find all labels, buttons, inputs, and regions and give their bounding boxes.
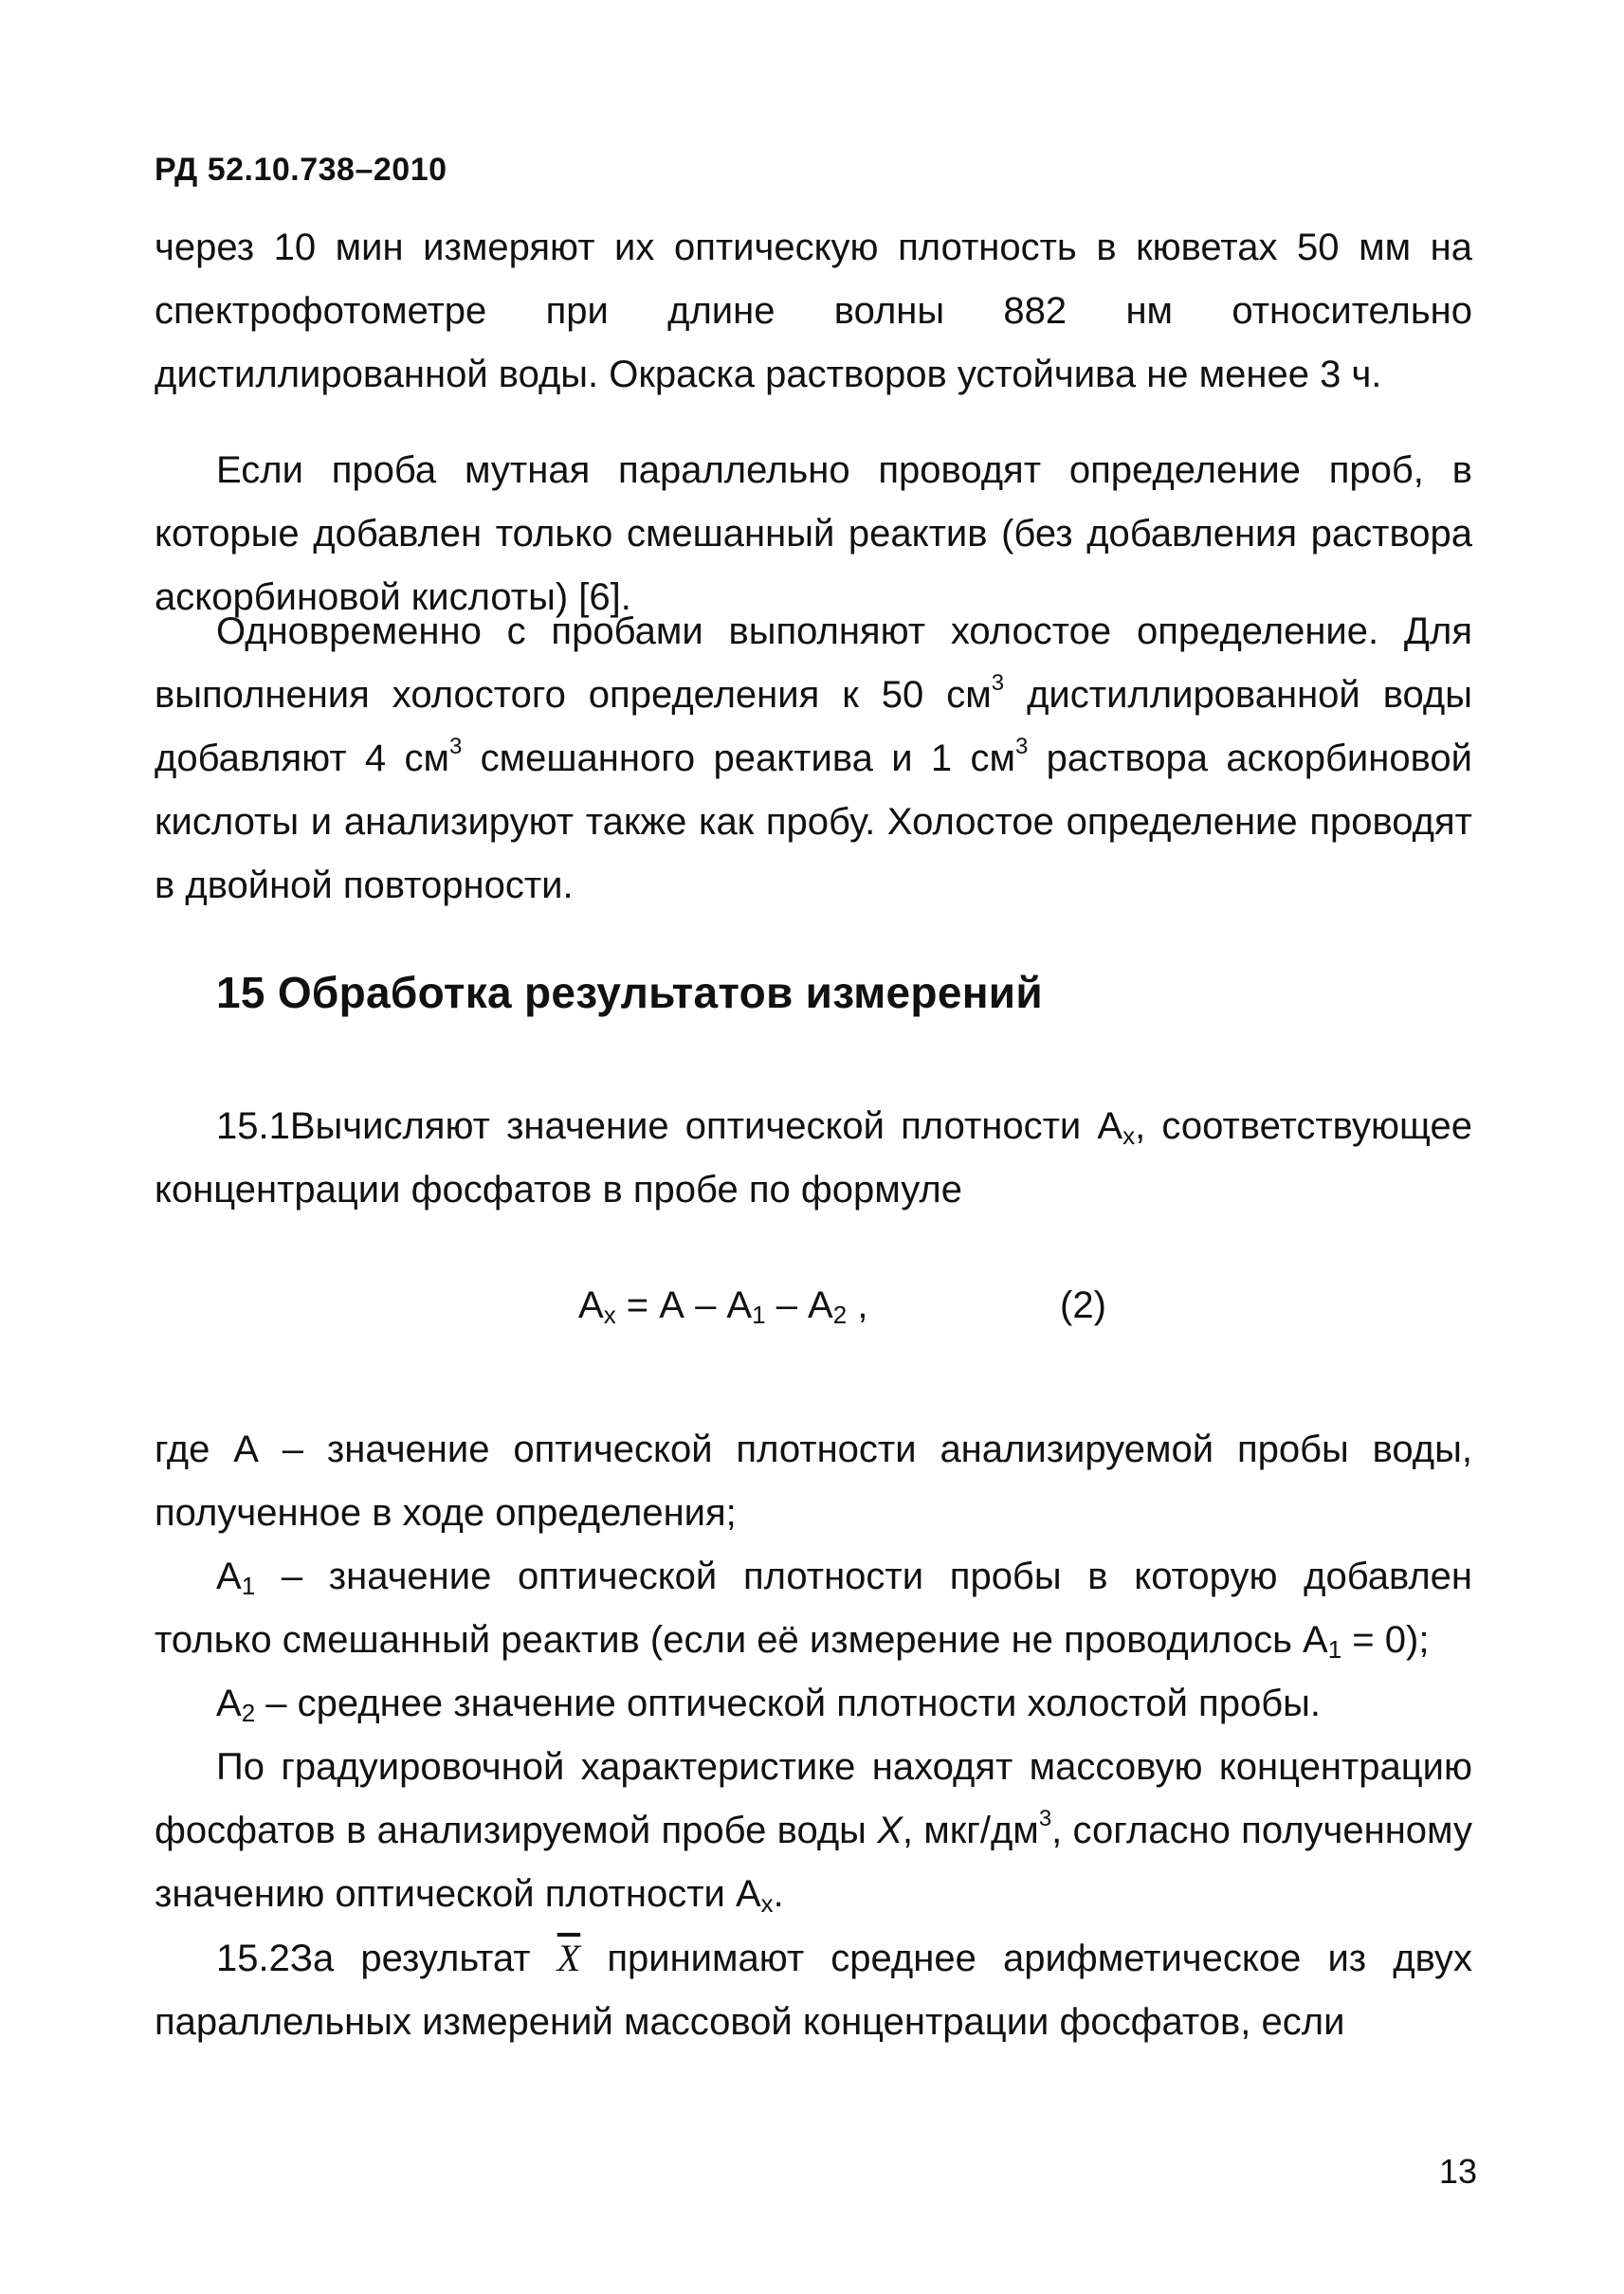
paragraph-calibration: По градуировочной характеристике находят массовую концентрацию фосфатов в анализируемой пробе воды X, мкг/$дм^3$, согласно полученному значению оптической плотности $А_х$. (155, 1746, 1472, 1918)
section-heading: 15 Обработка результатов измерений (216, 968, 1043, 1017)
page-number: 13 (1439, 2152, 1478, 2191)
paragraph-a2: $А_2$ – среднее значение оптической плотности холостой пробы. (216, 1683, 1321, 1727)
document-code: РД 52.10.738–2010 (155, 152, 447, 188)
paragraph-15-2: 15.2За результат $\overline{X}$ принимают среднее арифметическое из двух параллельных измерений массовой концентрации фосфатов, если (155, 1937, 1472, 2043)
paragraph-blank-determination: Одновременно с пробами выполняют холостое определение. Для выполнения холостого определения к 50 $см^3$ дистиллированной воды добавляют 4 $см^3$ смешанного реактива и 1 $см^3$ раствора аскорбиновой кислоты и анализируют также как пробу. Холостое определение проводят в двойной повторности. (155, 610, 1472, 906)
paragraph-15-1: 15.1Вычисляют значение оптической плотности $А_х$, соответствующее концентрации фосфатов в пробе по формуле (155, 1105, 1472, 1211)
formula: $А_х = А - А_1 - А_2$ , (578, 1284, 868, 1329)
paragraph-where: где А – значение оптической плотности анализируемой пробы воды, полученное в ходе определения; (155, 1429, 1472, 1534)
paragraph-turbid-sample: Если проба мутная параллельно проводят определение проб, в которые добавлен только смешанный реактив (без добавления раствора аскорбиновой кислоты) [6]. (155, 449, 1472, 618)
formula-number: (2) (1060, 1284, 1106, 1326)
paragraph-measurement: через 10 мин измеряют их оптическую плотность в кюветах 50 мм на спектрофотометре при длине волны 882 нм относительно дистиллированной воды. Окраска растворов устойчива не менее 3 ч. (155, 227, 1472, 395)
paragraph-a1: $А_1$ – значение оптической плотности пробы в которую добавлен только смешанный реактив (если её измерение не проводилось $А_1 = 0$); (155, 1556, 1472, 1664)
